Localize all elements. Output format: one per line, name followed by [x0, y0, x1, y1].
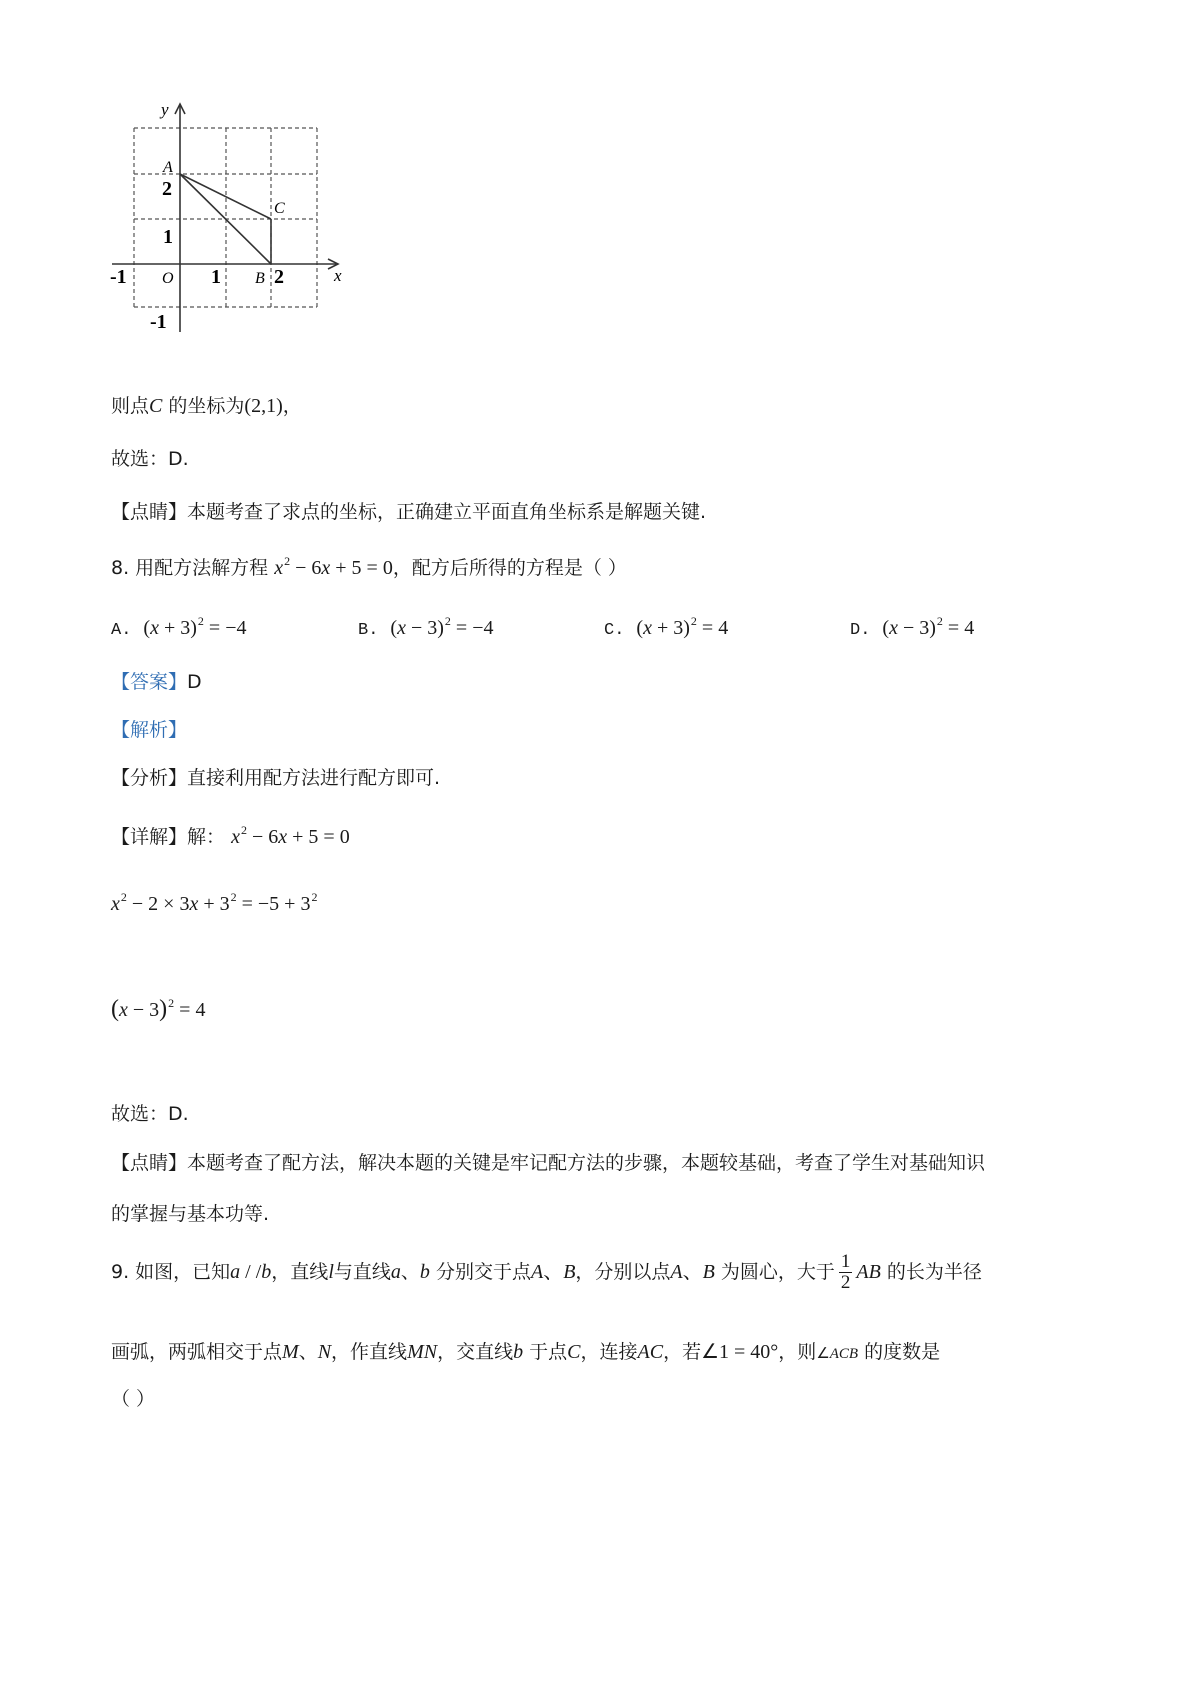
q8-option-c[interactable]: C. $(x + 3)^2 = 4$	[604, 614, 729, 640]
q7-comment: 【点睛】本题考查了求点的坐标，正确建立平面直角坐标系是解题关键.	[111, 501, 707, 523]
q9-answer-paren: （ ）	[111, 1388, 156, 1410]
origin-label: O	[162, 270, 174, 287]
fraction-one-half: $\frac{1}{2}$	[840, 1251, 851, 1293]
q8-step-2: $(x - 3)^2 = 4$	[111, 996, 206, 1022]
point-label-a: A	[163, 159, 173, 176]
q8-option-d[interactable]: D. $(x - 3)^2 = 4$	[850, 614, 975, 640]
point-label-b: B	[255, 270, 265, 287]
q9-stem-line-1: 9. 如图，已知a / /b，直线l与直线a、b 分别交于点A、B，分别以点A、B 为圆心，大于 $\frac{1}{2}$ AB 的长为半径	[111, 1251, 982, 1293]
tick-label-x-1: 1	[211, 266, 221, 288]
q8-step-1: $x^2 - 2 \times 3x + 3^2 = -5 + 3^2$	[111, 890, 318, 915]
tick-label-x-2: 2	[274, 266, 284, 288]
q8-choose: 故选：D.	[111, 1103, 189, 1125]
q8-analysis-tag: 【解析】	[111, 719, 188, 741]
q7-choose: 故选：D.	[111, 448, 189, 470]
x-axis-label: x	[334, 266, 342, 285]
q8-analysis: 【分析】直接利用配方法进行配方即可.	[111, 767, 441, 789]
q8-comment-line-1: 【点睛】本题考查了配方法，解决本题的关键是牢记配方法的步骤，本题较基础，考查了学生对基础知识	[111, 1152, 986, 1174]
q8-detail: 【详解】解： $x^2 - 6x + 5 = 0$	[111, 823, 350, 848]
tick-label-y-1: 1	[163, 226, 173, 248]
tick-label-y-neg1: -1	[150, 311, 167, 333]
coordinate-graph	[108, 98, 358, 348]
y-axis-label: y	[161, 100, 169, 119]
coordinate-result-line: 则点C 的坐标为(2,1)，	[111, 395, 302, 417]
point-label-c: C	[274, 200, 285, 217]
q8-comment-line-2: 的掌握与基本功等.	[111, 1203, 270, 1225]
tick-label-y-2: 2	[162, 178, 172, 200]
tick-label-x-neg1: -1	[110, 266, 127, 288]
q8-option-a[interactable]: A. $(x + 3)^2 = -4$	[111, 614, 247, 640]
q8-stem: 8. 用配方法解方程 $x^2 - 6x + 5 = 0$，配方后所得的方程是（ ）	[111, 554, 627, 579]
q8-option-b[interactable]: B. $(x - 3)^2 = -4$	[358, 614, 494, 640]
q8-answer: 【答案】D	[111, 671, 202, 693]
q9-stem-line-2: 画弧，两弧相交于点M、N，作直线MN，交直线b 于点C，连接AC，若∠1 = 40°，则∠ACB 的度数是	[111, 1341, 941, 1363]
